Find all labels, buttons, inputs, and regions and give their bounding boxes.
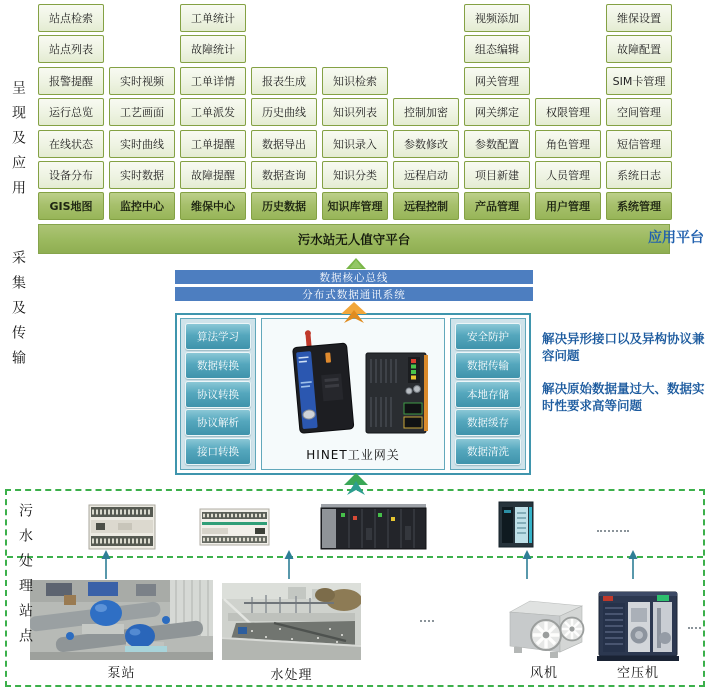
application-platform-tag: 应用平台 [648,230,704,246]
app-cell: 维保设置 [606,4,672,32]
plc-rack-image [320,504,427,551]
gateway-function-button: 安全防护 [455,323,521,350]
arrow-up-green-icon [346,258,366,269]
app-cell: 报表生成 [251,67,317,95]
app-cell: 工单提醒 [180,130,246,158]
gateway-notes [542,330,711,414]
plc-controller-image [199,508,270,546]
app-cell: 设备分布 [38,161,104,189]
gateway-caption: HINET工业网关 [306,448,400,462]
gateway-right-functions [450,318,526,470]
app-cell: 权限管理 [535,98,601,126]
app-column-header: GIS地图 [38,192,104,220]
app-column-header: 产品管理 [464,192,530,220]
platform-banner: 污水站无人值守平台 [38,224,670,254]
more-equipment-dashes [688,627,701,629]
gateway-left-functions [180,318,256,470]
gateway-device-image [270,325,440,441]
app-cell: 远程启动 [393,161,459,189]
plc-controller-image [498,501,534,548]
app-cell: 角色管理 [535,130,601,158]
gateway-function-button: 数据清洗 [455,438,521,465]
section-label-transmission: 采集及传输 [10,250,26,375]
bus-bar-distributed: 分布式数据通讯系统 [175,287,533,301]
app-cell: 工单派发 [180,98,246,126]
photo-caption: 水处理 [270,668,313,683]
app-cell: 知识分类 [322,161,388,189]
app-cell: 组态编辑 [464,35,530,63]
gateway-function-button: 数据缓存 [455,409,521,436]
gateway-function-button: 协议转换 [185,381,251,408]
app-cell: 报警提醒 [38,67,104,95]
arrow-up-thin-icon [521,550,533,579]
app-cell: 运行总览 [38,98,104,126]
app-cell: 知识检索 [322,67,388,95]
app-cell: 视频添加 [464,4,530,32]
arrow-up-thin-icon [627,550,639,579]
app-column-header: 历史数据 [251,192,317,220]
app-cell: 站点列表 [38,35,104,63]
more-equipment-dashes [420,620,434,622]
app-cell: 项目新建 [464,161,530,189]
gateway-function-button: 本地存储 [455,381,521,408]
photo-caption: 空压机 [616,666,659,681]
section-label-presentation: 呈现及应用 [10,80,26,205]
app-cell: 知识列表 [322,98,388,126]
gateway-device-panel [261,318,445,470]
arrow-up-thin-icon [100,550,112,579]
app-cell: 短信管理 [606,130,672,158]
arrow-up-orange-icon [341,302,367,323]
arrow-up-thin-icon [283,550,295,579]
app-cell: 工单统计 [180,4,246,32]
app-cell: 故障统计 [180,35,246,63]
gateway-box [175,313,531,475]
pump-station-photo [30,580,213,660]
app-cell: 工艺画面 [109,98,175,126]
app-cell: 实时曲线 [109,130,175,158]
photo-caption: 泵站 [107,666,136,681]
app-cell: 空间管理 [606,98,672,126]
app-column-header: 系统管理 [606,192,672,220]
app-cell: 控制加密 [393,98,459,126]
more-devices-dashes [597,530,629,532]
app-column-header: 监控中心 [109,192,175,220]
app-cell: 人员管理 [535,161,601,189]
application-grid [38,4,672,220]
app-column-header: 知识库管理 [322,192,388,220]
app-cell: 参数配置 [464,130,530,158]
note-text: 解决异形接口以及异构协议兼容问题 [542,331,705,364]
app-cell: 故障配置 [606,35,672,63]
app-cell: 在线状态 [38,130,104,158]
app-cell: 实时数据 [109,161,175,189]
plc-controller-image [88,504,156,550]
app-cell: 系统日志 [606,161,672,189]
water-treatment-photo [222,583,361,660]
app-cell: 数据查询 [251,161,317,189]
gateway-function-button: 数据传输 [455,352,521,379]
app-cell: 历史曲线 [251,98,317,126]
app-cell: SIM卡管理 [606,67,672,95]
bus-bar-core: 数据核心总线 [175,270,533,284]
app-column-header: 远程控制 [393,192,459,220]
section-label-site: 污水处理站点 [17,503,33,653]
blower-fan-photo [500,594,588,662]
app-cell: 知识录入 [322,130,388,158]
photo-caption: 风机 [529,666,558,681]
app-cell: 故障提醒 [180,161,246,189]
app-cell: 实时视频 [109,67,175,95]
app-cell: 数据导出 [251,130,317,158]
app-cell: 参数修改 [393,130,459,158]
app-cell: 工单详情 [180,67,246,95]
gateway-function-button: 协议解析 [185,409,251,436]
app-cell: 网关绑定 [464,98,530,126]
app-column-header: 用户管理 [535,192,601,220]
app-cell: 站点检索 [38,4,104,32]
note-text: 解决原始数据量过大、数据实时性要求高等问题 [542,380,705,413]
air-compressor-photo [595,586,681,662]
arrow-up-teal-icon [344,473,368,495]
gateway-function-button: 接口转换 [185,438,251,465]
gateway-function-button: 算法学习 [185,323,251,350]
app-cell: 网关管理 [464,67,530,95]
gateway-function-button: 数据转换 [185,352,251,379]
app-column-header: 维保中心 [180,192,246,220]
